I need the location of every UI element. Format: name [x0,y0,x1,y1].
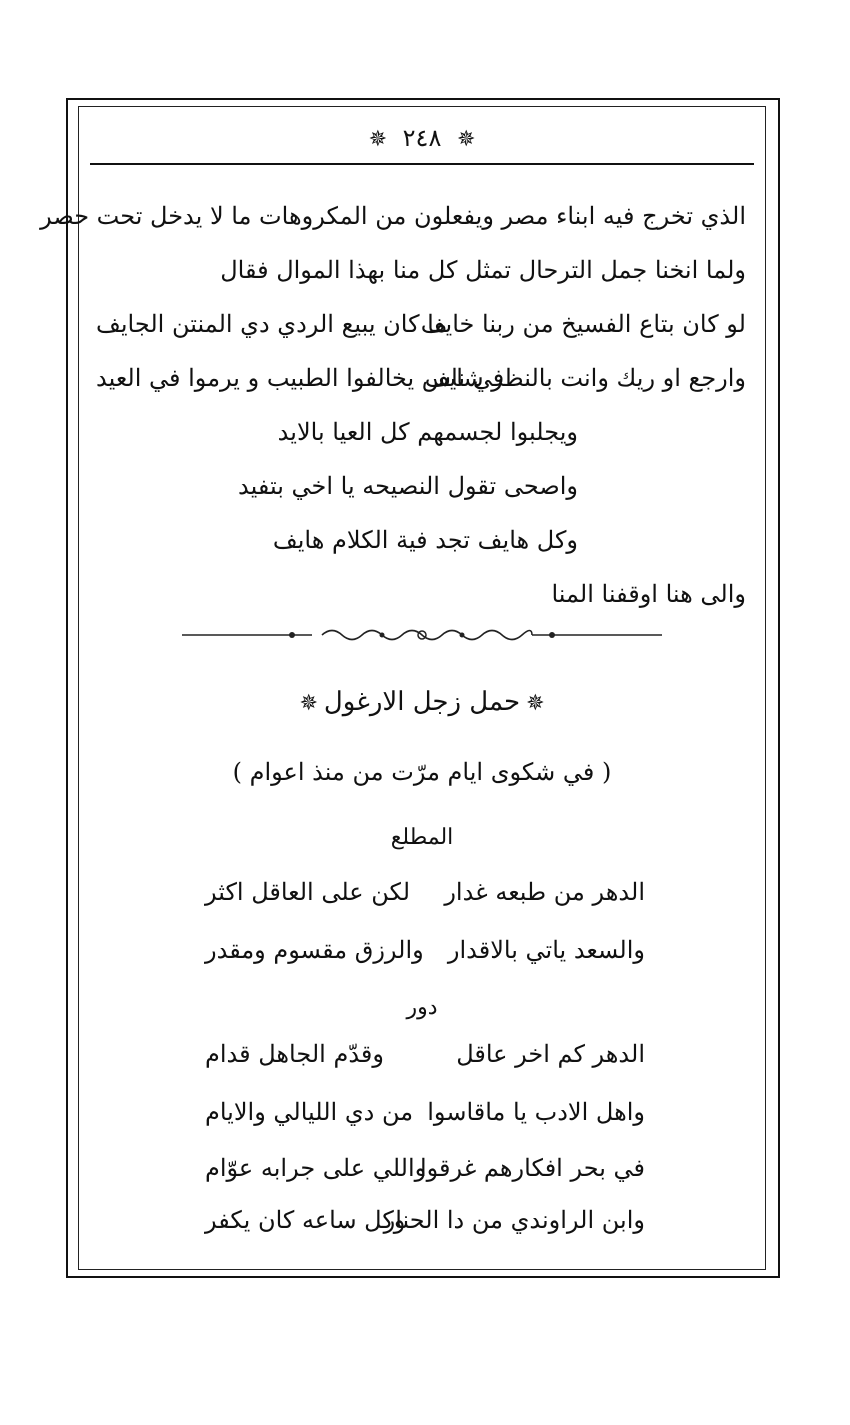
title-ornament-right-icon: ✵ [526,691,545,716]
prose-line-1: الذي تخرج فيه ابناء مصر ويفعلون من المكروهات ما لا يدخل تحت حصر [40,202,746,230]
matla-label: المطلع [390,825,454,850]
title-ornament-left-icon: ✵ [299,691,318,716]
section-title: حمل زجل الارغول [323,687,521,717]
mawwal-line-1-first-hemistich: لو كان بتاع الفسيخ من ربنا خايف [420,310,746,338]
mawwal-line-4: واصحى تقول النصيحه يا اخي بتفيد [238,472,578,500]
dawr-line-4-first-hemistich: وابن الراوندي من دا الحنار [383,1206,645,1234]
dawr-line-2-first-hemistich: واهل الادب يا ماقاسوا [427,1098,645,1126]
ornament-left-icon: ✵ [368,127,388,152]
dawr-line-1-first-hemistich: الدهر كم اخر عاقل [456,1040,645,1068]
mawwal-line-3: ويجلبوا لجسمهم كل العيا بالايد [277,418,578,446]
closing-line: والى هنا اوقفنا المنا [551,580,746,608]
section-subtitle: ( في شكوى ايام مرّت من منذ اعوام ) [232,758,612,786]
mawwal-line-2-second-hemistich: في ناس يخالفوا الطبيب و يرموا في العيد [96,364,505,392]
matla-line-1-second-hemistich: لكن على العاقل اكثر [205,878,411,906]
matla-line-2-first-hemistich: والسعد ياتي بالاقدار [447,936,645,964]
ornament-right-icon: ✵ [456,127,476,152]
page-number: ٢٤٨ [402,124,442,152]
mawwal-line-2-first-hemistich: وارجع او ريك وانت بالنظر شايف [424,364,746,392]
matla-line-2-second-hemistich: والرزق مقسوم ومقدر [205,936,424,964]
dawr-line-1-second-hemistich: وقدّم الجاهل قدام [205,1040,384,1068]
dawr-line-3-first-hemistich: في بحر افكارهم غرقوا [419,1154,645,1182]
mawwal-line-1-second-hemistich: ما كان يبيع الردي دي المنتن الجايف [96,310,448,338]
section-title-row [90,682,754,722]
dawr-line-3-second-hemistich: واللي على جرابه عوّام [205,1154,427,1182]
dawr-line-4-second-hemistich: وكل ساعه كان يكفر [205,1206,406,1234]
mawwal-line-5: وكل هايف تجد فية الكلام هايف [272,526,578,554]
section-divider [182,626,662,644]
dawr-line-2-second-hemistich: من دي الليالي والايام [205,1098,414,1126]
matla-line-1-first-hemistich: الدهر من طبعه غدار [444,878,645,906]
prose-line-2: ولما انخنا جمل الترحال تمثل كل منا بهذا الموال فقال [220,256,746,284]
header-rule [90,163,754,165]
page-header [90,118,754,158]
dawr-label: دور [406,995,438,1020]
